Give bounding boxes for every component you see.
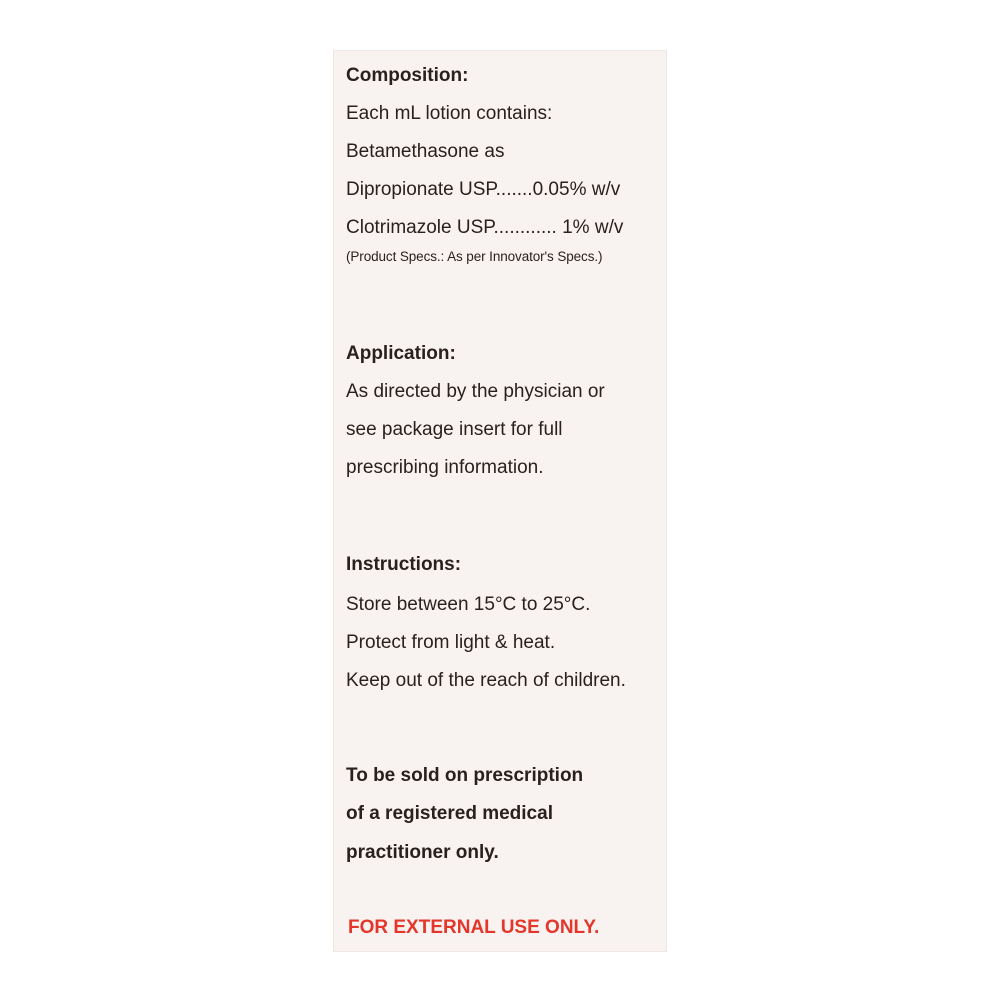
prescription-notice-line-2: of a registered medical [346,803,553,824]
instructions-line-1: Store between 15°C to 25°C. [346,594,591,615]
composition-line-2: Betamethasone as [346,141,505,162]
instructions-heading: Instructions: [346,554,462,575]
instructions-line-2: Protect from light & heat. [346,632,556,653]
external-use-warning: FOR EXTERNAL USE ONLY. [348,917,600,938]
composition-line-4: Clotrimazole USP............ 1% w/v [346,217,624,238]
application-line-2: see package insert for full [346,419,563,440]
composition-line-3: Dipropionate USP.......0.05% w/v [346,179,621,200]
application-heading: Application: [346,343,456,364]
application-line-1: As directed by the physician or [346,381,605,402]
prescription-notice-line-3: practitioner only. [346,842,499,863]
composition-specs-note: (Product Specs.: As per Innovator's Specs.) [346,249,603,264]
composition-line-1: Each mL lotion contains: [346,103,553,124]
instructions-line-3: Keep out of the reach of children. [346,670,626,691]
composition-heading: Composition: [346,65,469,86]
application-line-3: prescribing information. [346,457,544,478]
prescription-notice-line-1: To be sold on prescription [346,765,584,786]
